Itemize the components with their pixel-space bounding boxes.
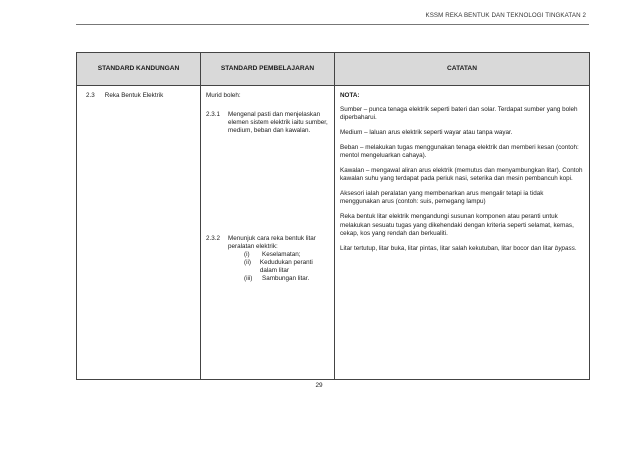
page-number: 29 [315,382,323,389]
running-header: KSSM REKA BENTUK DAN TEKNOLOGI TINGKATAN 2 [425,12,586,19]
header-standard-kandungan: STANDARD KANDUNGAN [77,53,201,86]
standards-table [76,52,590,380]
pembelajaran-cell [201,86,335,380]
kandungan-code: 2.3 [86,92,95,99]
pembelajaran-intro: Murid boleh: [206,92,241,99]
note-jenis-litar-end: . [574,244,577,252]
nota-heading: NOTA: [340,92,360,99]
note-medium: Medium – laluan arus elektrik seperti wayar atau tanpa wayar. [340,129,513,137]
list-item [244,251,329,259]
note-aksesori: Aksesori ialah peralatan yang membenarkan arus mengalir tetapi ia tidak menggunakan arus (contoh: suis, pemegang lampu) [340,190,544,206]
header-standard-pembelajaran: STANDARD PEMBELAJARAN [201,53,335,86]
kandungan-title: Reka Bentuk Elektrik [104,92,164,99]
note-beban: Beban – melakukan tugas menggunakan tenaga elektrik dan memberi kesan (contoh: mentol mengeluarkan cahaya). [340,144,579,160]
sp-code: 2.3.1 [206,111,221,118]
list-text: Sambungan litar. [262,275,310,283]
catatan-cell [335,86,590,380]
sp-text: Mengenal pasti dan menjelaskan elemen sistem elektrik iaitu sumber, medium, beban dan kawalan. [228,111,328,135]
list-num: (ii) [244,259,251,267]
list-item [244,275,329,283]
note-kawalan: Kawalan – mengawal aliran arus elektrik (memutus dan menyambungkan litar). Contoh kawalan suhu yang terdapat pada periuk nasi, seterika dan mesin pembancuh kopi. [340,167,583,183]
note-reka-bentuk-litar: Reka bentuk litar elektrik mengandungi susunan komponen atau peranti untuk melakukan sesuatu tugas yang dikehendaki dengan kriteria seperti selamat, kemas, cekap, kos yang rendah dan berkualiti. [340,213,574,237]
list-num: (i) [244,251,250,259]
header-rule [76,24,589,25]
sp-item-2-3-1 [206,111,329,135]
note-sumber: Sumber – punca tenaga elektrik seperti bateri dan solar. Terdapat sumber yang boleh diperbaharui. [340,106,578,122]
note-jenis-litar-text: Litar tertutup, litar buka, litar pintas, litar salah kekutuban, litar bocor dan litar [340,244,555,252]
note-jenis-litar [340,245,584,253]
list-text: Kedudukan peranti dalam litar [259,259,313,275]
header-catatan: CATATAN [335,53,590,86]
note-bypass-term: bypass [554,244,575,252]
sp-item-2-3-2 [206,235,329,283]
table-header-row [77,53,590,86]
list-text: Keselamatan; [262,251,301,259]
sp-text: Menunjuk cara reka bentuk litar peralatan elektrik: [228,235,316,251]
kandungan-cell [77,86,201,380]
list-item [244,259,329,275]
table-row [77,86,590,380]
list-num: (iii) [244,275,253,283]
sp-code: 2.3.2 [206,235,221,242]
